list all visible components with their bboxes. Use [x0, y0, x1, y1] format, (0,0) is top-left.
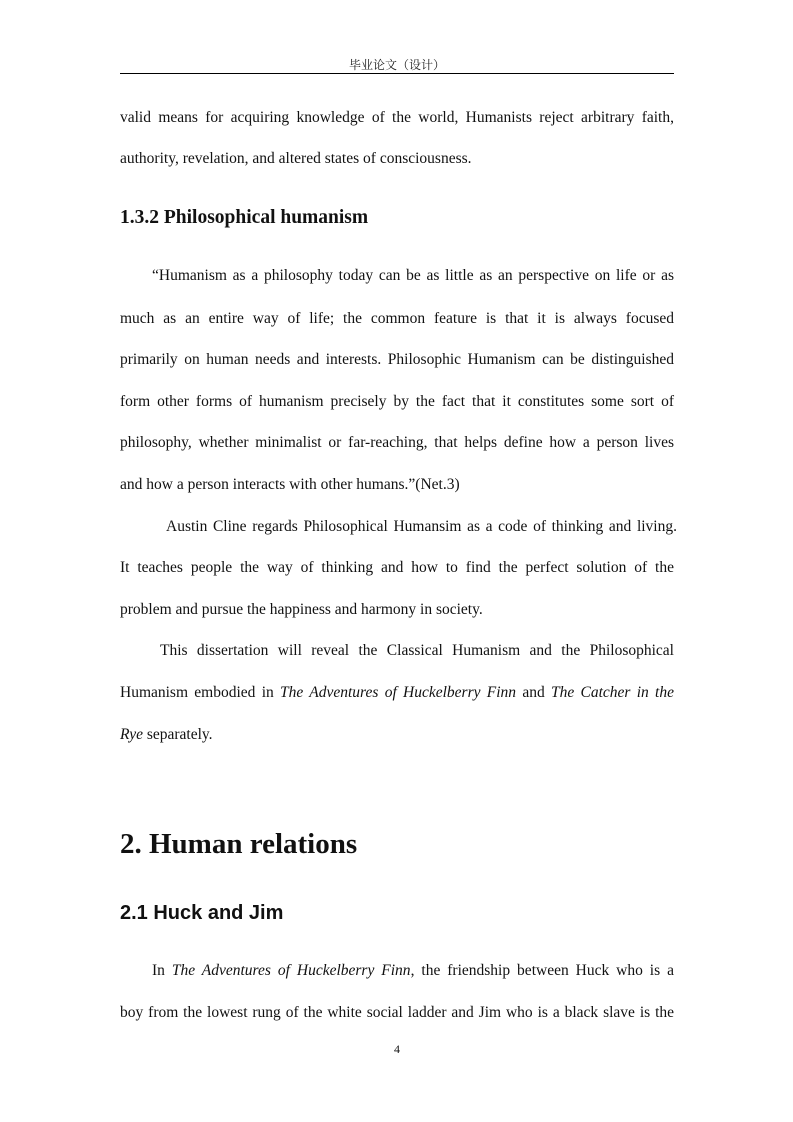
body-line: problem and pursue the happiness and harmony in society.: [120, 601, 483, 618]
body-line: “Humanism as a philosophy today can be as little as an perspective on life or as: [152, 267, 674, 284]
book-title: The Adventures of Huckelberry Finn: [171, 962, 411, 979]
body-line: [120, 683, 674, 703]
body-line: philosophy, whether minimalist or far-reaching, that helps define how a person lives: [120, 434, 674, 451]
section-heading-2-1: 2.1 Huck and Jim: [120, 902, 284, 924]
header-rule: [120, 73, 674, 74]
running-header: 毕业论文（设计）: [348, 58, 445, 72]
body-line: and how a person interacts with other humans.”(Net.3): [120, 476, 460, 493]
text-run: and: [516, 684, 551, 701]
body-line: valid means for acquiring knowledge of the world, Humanists reject arbitrary faith,: [120, 109, 674, 126]
body-line: It teaches people the way of thinking and how to find the perfect solution of the: [120, 559, 674, 576]
book-title: Rye: [120, 726, 143, 743]
text-run: Humanism embodied in: [120, 684, 281, 701]
page-number: 4: [394, 1042, 400, 1056]
body-line: This dissertation will reveal the Classical Humanism and the Philosophical: [160, 642, 674, 659]
body-line: primarily on human needs and interests. Philosophic Humanism can be distinguished: [120, 351, 674, 368]
body-line: [152, 961, 674, 981]
text-run: In: [152, 962, 172, 979]
chapter-heading-2: 2. Human relations: [120, 828, 358, 860]
book-title: The Adventures of Huckelberry Finn: [280, 684, 517, 701]
book-title: The Catcher in the: [550, 684, 674, 701]
body-line: Austin Cline regards Philosophical Humansim as a code of thinking and living.: [166, 518, 677, 535]
body-line: [120, 725, 674, 745]
text-run: separately.: [142, 726, 213, 743]
body-line: form other forms of humanism precisely by the fact that it constitutes some sort of: [120, 393, 674, 410]
body-line: much as an entire way of life; the common feature is that it is always focused: [120, 310, 674, 327]
body-line: authority, revelation, and altered states of consciousness.: [120, 150, 472, 167]
section-heading-1-3-2: 1.3.2 Philosophical humanism: [120, 207, 369, 228]
text-run: , the friendship between Huck who is a: [410, 962, 674, 979]
body-line: boy from the lowest rung of the white social ladder and Jim who is a black slave is the: [120, 1004, 674, 1021]
